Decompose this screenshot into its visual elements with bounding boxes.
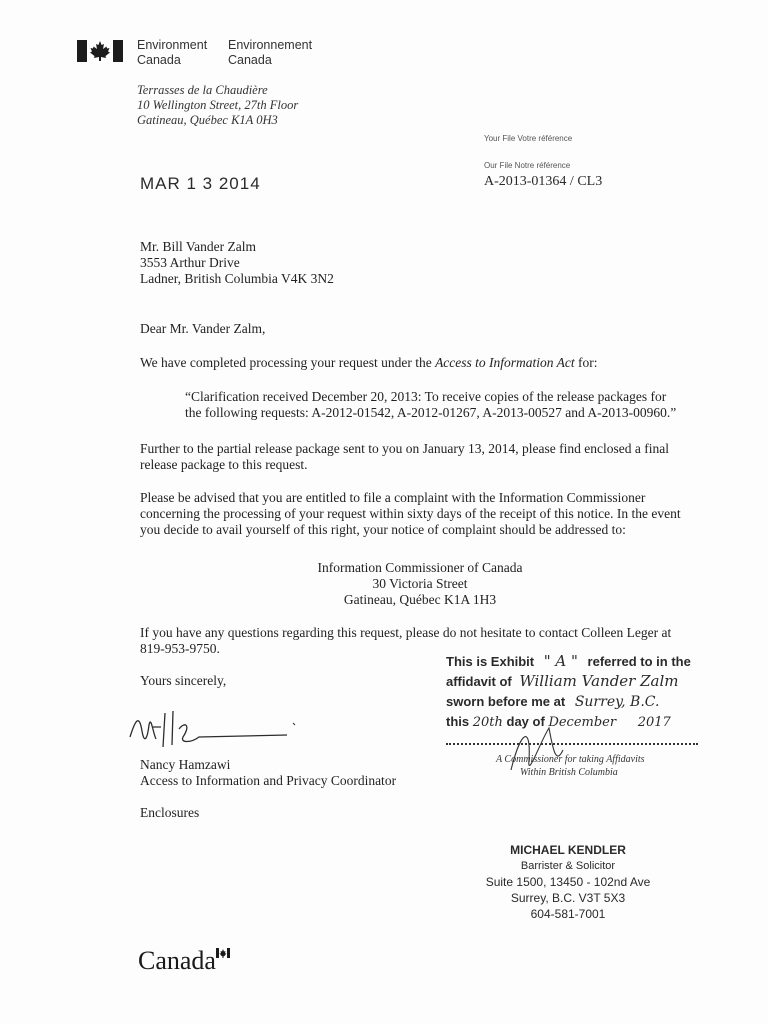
stamp-line-affidavit: affidavit of William Vander Zalm	[446, 672, 679, 690]
paragraph-intro: We have completed processing your request under the Access to Information Act for:	[140, 355, 598, 370]
wordmark-flag-icon	[216, 948, 230, 958]
salutation: Dear Mr. Vander Zalm,	[140, 321, 266, 336]
request-quote: “Clarification received December 20, 2013: To receive copies of the release packages for the following requests: A-2012-01542, A-2012-01267, A-2013-00527 and A-2013-00960.”	[185, 389, 677, 420]
commissioner-address: Information Commissioner of Canada 30 Victoria Street Gatineau, Québec K1A 1H3	[317, 560, 523, 607]
file-number: A-2013-01364 / CL3	[484, 174, 603, 189]
our-file-label: Our File Notre référence	[484, 161, 571, 170]
signer-block: Nancy Hamzawi Access to Information and Privacy Coordinator	[140, 757, 397, 788]
stamp-signature-line	[446, 743, 698, 745]
dept-name-fr: Environnement Canada	[228, 38, 313, 67]
dept-name-en: Environment Canada	[137, 38, 208, 67]
your-file-label: Your File Votre référence	[484, 134, 573, 143]
recipient-address: Mr. Bill Vander Zalm 3553 Arthur Drive Ladner, British Columbia V4K 3N2	[140, 239, 334, 286]
canada-wordmark: Canada	[138, 946, 216, 976]
stamp-commissioner-line-2: Within British Columbia	[520, 767, 618, 778]
exhibit-stamp	[446, 650, 706, 790]
paragraph-release: Further to the partial release package sent to you on January 13, 2014, please find enclosed a final release package to this request.	[140, 441, 669, 472]
signature-mark	[125, 703, 305, 753]
canada-flag-icon	[77, 40, 123, 62]
stamp-commissioner-line-1: A Commissioner for taking Affidavits	[496, 754, 645, 765]
date-stamp: MAR 1 3 2014	[140, 174, 261, 193]
stamp-line-date: this 20th day of December 2017	[446, 714, 671, 730]
lawyer-stamp: MICHAEL KENDLER Barrister & Solicitor Suite 1500, 13450 - 102nd Ave Surrey, B.C. V3T 5X3 604-581-7001	[485, 843, 651, 921]
stamp-line-sworn: sworn before me at Surrey, B.C.	[446, 694, 660, 710]
paragraph-complaint: Please be advised that you are entitled to file a complaint with the Information Commissioner concerning the processing of your request within sixty days of the receipt of this notice. In the event you decide to avail yourself of this right, your notice of complaint should be addressed to:	[140, 490, 681, 537]
stamp-line-exhibit: This is Exhibit " A " referred to in the	[446, 652, 691, 670]
enclosures-label: Enclosures	[140, 805, 200, 820]
paragraph-contact: If you have any questions regarding this request, please do not hesitate to contact Colleen Leger at 819-953-9750.	[140, 625, 672, 656]
return-address: Terrasses de la Chaudière 10 Wellington Street, 27th Floor Gatineau, Québec K1A 0H3	[137, 83, 299, 127]
closing: Yours sincerely,	[140, 673, 227, 688]
